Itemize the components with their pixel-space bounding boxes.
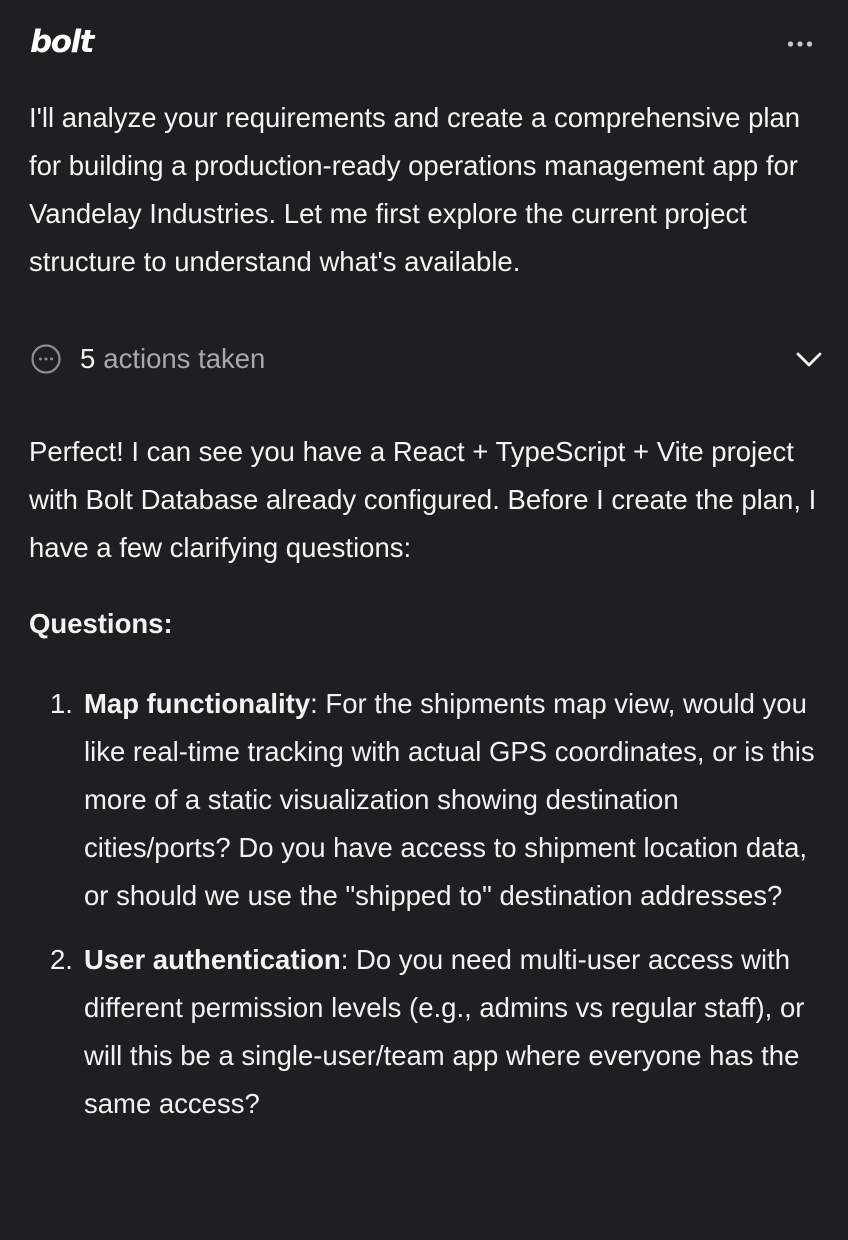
list-item [29, 680, 824, 920]
questions-heading: Questions: [29, 608, 173, 639]
question-title: User authentication [84, 944, 341, 975]
actions-label: actions taken [103, 343, 266, 374]
followup-paragraph: Perfect! I can see you have a React + TypeScript + Vite project with Bolt Database already configured. Before I create the plan, I have a few clarifying questions: [29, 436, 817, 563]
actions-count: 5 [80, 343, 96, 374]
list-item-number: 1. [50, 688, 73, 719]
more-horizontal-icon [787, 40, 813, 48]
ellipsis-circle-icon [29, 342, 63, 376]
intro-paragraph: I'll analyze your requirements and create a comprehensive plan for building a production-ready operations management app for Vandelay Industries. Let me first explore the current project structure to understand what's available. [29, 102, 801, 277]
list-item-number: 2. [50, 944, 73, 975]
more-options-button[interactable] [780, 30, 820, 58]
bolt-logo: bolt [30, 24, 93, 60]
app-header [0, 0, 848, 86]
questions-list [29, 680, 824, 1128]
actions-taken-toggle[interactable] [29, 334, 824, 384]
assistant-message [29, 94, 824, 1144]
list-item [29, 936, 824, 1128]
question-body: : For the shipments map view, would you like real-time tracking with actual GPS coordinates, or is this more of a static visualization showing destination cities/ports? Do you have access to shipment location data, or should we use the "shipped to" destination addresses? [84, 688, 815, 911]
question-title: Map functionality [84, 688, 311, 719]
question-body: : Do you need multi-user access with different permission levels (e.g., admins vs regular staff), or will this be a single-user/team app where everyone has the same access? [84, 944, 805, 1119]
chevron-down-icon[interactable] [794, 345, 824, 373]
